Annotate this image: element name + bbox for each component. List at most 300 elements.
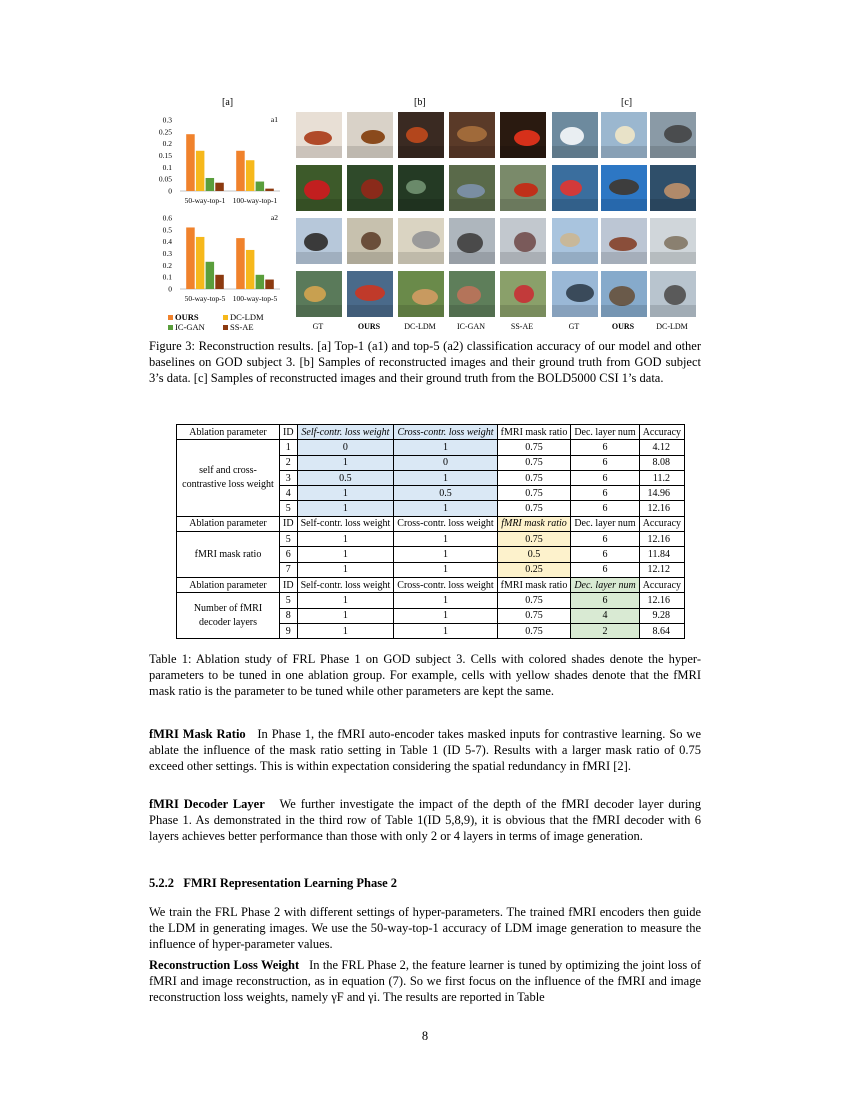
table-cell: 8.08: [639, 455, 684, 470]
table-row: [177, 593, 685, 608]
table-header-cell: Cross-contr. loss weight: [394, 425, 497, 440]
figure-caption: Figure 3: Reconstruction results. [a] Top-1 (a1) and top-5 (a2) classification accuracy of our model and other baselines on GOD subject 3. [b] Samples of reconstructed images and their ground truth from GOD subject 3’s data. [c] Samples of reconstructed images and their ground truth from the BOLD5000 CSI 1’s data.: [149, 339, 701, 385]
reconstruction-image: [601, 112, 647, 158]
image-subject: [566, 284, 594, 302]
table-header-row: [177, 425, 685, 440]
table-cell: 1: [394, 547, 497, 562]
image-svg: [650, 271, 696, 317]
reconstruction-image: [500, 112, 546, 158]
image-subject: [304, 131, 332, 145]
image-ground: [650, 199, 696, 211]
table-cell: 1: [297, 501, 394, 516]
image-ground: [500, 252, 546, 264]
bar-ssae: [265, 189, 274, 191]
image-subject: [304, 180, 330, 200]
image-ground: [552, 199, 598, 211]
bar-ssae: [215, 275, 224, 289]
paragraph-text: In the FRL Phase 2, the feature learner is tuned by optimizing the joint loss of fMRI and image reconstruction, as in equation (7). So we first focus on the influence of the fMRI and image reconstruction loss weights, namely γF and γi. The results are reported in Table: [149, 958, 701, 1004]
table-header-cell: Self-contr. loss weight: [297, 577, 394, 592]
image-svg: [296, 218, 342, 264]
table-cell: 1: [394, 532, 497, 547]
image-svg: [398, 271, 444, 317]
chart-a1: [152, 112, 282, 212]
section-heading: 5.2.2 FMRI Representation Learning Phase 2: [149, 876, 398, 890]
table-id-cell: 7: [280, 562, 298, 577]
image-subject: [361, 130, 385, 144]
image-subject: [361, 232, 381, 250]
table-cell: 2: [571, 623, 639, 638]
image-ground: [398, 305, 444, 317]
image-ground: [398, 199, 444, 211]
image-subject: [514, 183, 538, 197]
bar-ours: [236, 151, 245, 191]
table-cell: 0.25: [497, 562, 571, 577]
table-header-cell: fMRI mask ratio: [497, 577, 571, 592]
image-ground: [347, 252, 393, 264]
table-header-cell: Dec. layer num: [571, 425, 639, 440]
legend-swatch: [223, 315, 228, 320]
table-cell: 0: [394, 455, 497, 470]
bar-ours: [186, 134, 195, 191]
image-svg: [296, 165, 342, 211]
table-cell: 1: [297, 562, 394, 577]
table-header-cell: Dec. layer num: [571, 577, 639, 592]
image-ground: [552, 252, 598, 264]
reconstruction-image: [398, 165, 444, 211]
image-ground: [601, 305, 647, 317]
panel-label-c: [c]: [621, 97, 633, 108]
legend-item-ours: OURS: [168, 313, 223, 323]
chart-a2: [152, 210, 282, 310]
table-cell: 0.75: [497, 486, 571, 501]
image-svg: [347, 165, 393, 211]
image-subject: [560, 180, 582, 196]
col-caption-c-ours: OURS: [611, 322, 635, 331]
y-tick-label: 0.05: [158, 174, 172, 184]
bar-dcldm: [246, 250, 255, 289]
bar-ssae: [215, 183, 224, 191]
reconstruction-image: [296, 112, 342, 158]
reconstruction-image: [650, 271, 696, 317]
image-svg: [500, 271, 546, 317]
panel-tag: a2: [270, 213, 278, 222]
chart-a2-svg: [152, 210, 282, 310]
table-group-label: fMRI mask ratio: [177, 532, 280, 578]
table-cell: 0: [297, 440, 394, 455]
col-caption-c-dcldm: DC-LDM: [656, 322, 688, 331]
col-caption-b-icgan: IC-GAN: [457, 322, 485, 331]
table-cell: 12.12: [639, 562, 684, 577]
table-header-cell: Ablation parameter: [177, 577, 280, 592]
image-svg: [449, 218, 495, 264]
image-svg: [650, 112, 696, 158]
reconstruction-image: [650, 165, 696, 211]
bar-ours: [236, 238, 245, 289]
paragraph-phase2: We train the FRL Phase 2 with different settings of hyper-parameters. The trained fMRI encoders then guide the LDM in generating images. We use the 50-way-top-1 accuracy of LDM image generation to measure the influence of hyper-parameter values.: [149, 905, 701, 951]
table-header-cell: ID: [280, 516, 298, 531]
table-header-cell: ID: [280, 425, 298, 440]
image-subject: [560, 233, 580, 247]
table-cell: 1: [394, 470, 497, 485]
image-subject: [609, 179, 639, 195]
paragraph-text: In Phase 1, the fMRI auto-encoder takes masked inputs for contrastive learning. So we ablate the influence of the mask ratio setting in Table 1 (ID 5-7). Results with a larger mask ratio of 0.75 exceed other settings. This is within expectation considering the spatial redundancy in fMRI [2].: [149, 727, 701, 773]
table-cell: 0.75: [497, 470, 571, 485]
panel-tag: a1: [270, 115, 278, 124]
table-cell: 12.16: [639, 501, 684, 516]
table-cell: 0.75: [497, 501, 571, 516]
image-subject: [560, 127, 584, 145]
image-ground: [449, 199, 495, 211]
bar-dcldm: [196, 237, 205, 289]
table-cell: 1: [394, 440, 497, 455]
image-svg: [398, 112, 444, 158]
image-svg: [650, 165, 696, 211]
image-svg: [601, 165, 647, 211]
image-ground: [296, 252, 342, 264]
paragraph-heading: Reconstruction Loss Weight: [149, 958, 300, 972]
image-svg: [552, 271, 598, 317]
table-cell: 1: [394, 593, 497, 608]
image-svg: [500, 165, 546, 211]
table-group-label: self and cross-contrastive loss weight: [177, 440, 280, 516]
bar-ours: [186, 227, 195, 289]
image-ground: [500, 146, 546, 158]
image-ground: [601, 199, 647, 211]
y-tick-label: 0.2: [162, 260, 172, 270]
table-group-label: Number of fMRI decoder layers: [177, 593, 280, 639]
reconstruction-image: [398, 218, 444, 264]
table-header-cell: Cross-contr. loss weight: [394, 577, 497, 592]
reconstruction-image: [449, 271, 495, 317]
table-cell: 1: [297, 486, 394, 501]
image-ground: [650, 146, 696, 158]
image-ground: [500, 199, 546, 211]
y-tick-label: 0.3: [162, 115, 172, 125]
image-ground: [601, 146, 647, 158]
image-svg: [500, 112, 546, 158]
image-subject: [457, 184, 485, 198]
paragraph-recon-loss: [149, 958, 701, 1005]
bar-ssae: [265, 280, 274, 289]
reconstruction-image: [650, 218, 696, 264]
x-tick-label: 50-way-top-1: [184, 196, 226, 205]
reconstruction-image: [398, 112, 444, 158]
image-subject: [361, 179, 383, 199]
reconstruction-image: [500, 165, 546, 211]
image-svg: [552, 112, 598, 158]
image-ground: [552, 146, 598, 158]
table-cell: 1: [394, 562, 497, 577]
bar-icgan: [256, 275, 265, 289]
paragraph-heading: fMRI Mask Ratio: [149, 727, 246, 741]
reconstruction-image: [552, 218, 598, 264]
y-tick-label: 0.4: [162, 237, 172, 247]
image-svg: [347, 218, 393, 264]
image-subject: [304, 233, 328, 251]
table-cell: 1: [297, 623, 394, 638]
paragraph-heading: fMRI Decoder Layer: [149, 797, 265, 811]
reconstruction-image: [601, 218, 647, 264]
table-id-cell: 6: [280, 547, 298, 562]
y-tick-label: 0.1: [162, 272, 172, 282]
image-subject: [514, 130, 540, 146]
image-subject: [457, 286, 481, 304]
table-cell: 6: [571, 455, 639, 470]
image-subject: [664, 183, 690, 199]
image-ground: [449, 252, 495, 264]
chart-a1-svg: [152, 112, 282, 212]
reconstruction-image: [449, 165, 495, 211]
legend-swatch: [168, 325, 173, 330]
image-svg: [552, 218, 598, 264]
reconstruction-image: [296, 271, 342, 317]
table-cell: 1: [394, 608, 497, 623]
table-cell: 0.75: [497, 455, 571, 470]
reconstruction-image: [552, 271, 598, 317]
table-header-cell: Self-contr. loss weight: [297, 516, 394, 531]
col-caption-b-gt: GT: [312, 322, 324, 331]
image-subject: [412, 231, 440, 249]
image-svg: [296, 112, 342, 158]
reconstruction-image: [500, 218, 546, 264]
image-subject: [406, 180, 426, 194]
bar-icgan: [206, 262, 215, 289]
image-ground: [449, 305, 495, 317]
table-header-cell: Accuracy: [639, 577, 684, 592]
table-cell: 0.5: [394, 486, 497, 501]
col-caption-b-ours: OURS: [357, 322, 381, 331]
table-id-cell: 1: [280, 440, 298, 455]
table-cell: 1: [394, 501, 497, 516]
table-cell: 6: [571, 562, 639, 577]
panel-label-a: [a]: [222, 97, 234, 108]
table-header-cell: Dec. layer num: [571, 516, 639, 531]
chart-legend: [168, 313, 288, 332]
table-cell: 9.28: [639, 608, 684, 623]
image-svg: [347, 112, 393, 158]
col-caption-b-ssae: SS-AE: [510, 322, 534, 331]
reconstruction-image: [347, 218, 393, 264]
table-cell: 0.75: [497, 593, 571, 608]
panel-label-b: [b]: [414, 97, 426, 108]
table-cell: 11.84: [639, 547, 684, 562]
reconstruction-image: [650, 112, 696, 158]
table-cell: 6: [571, 532, 639, 547]
reconstruction-image: [398, 271, 444, 317]
image-ground: [347, 146, 393, 158]
image-ground: [398, 252, 444, 264]
table-cell: 8.64: [639, 623, 684, 638]
x-tick-label: 100-way-top-5: [232, 294, 278, 303]
image-svg: [601, 271, 647, 317]
y-tick-label: 0.15: [158, 151, 172, 160]
table-header-cell: Self-contr. loss weight: [297, 425, 394, 440]
table-cell: 0.75: [497, 440, 571, 455]
table-cell: 0.75: [497, 608, 571, 623]
image-ground: [296, 199, 342, 211]
table-cell: 1: [297, 547, 394, 562]
image-ground: [601, 252, 647, 264]
table-cell: 1: [297, 455, 394, 470]
y-tick-label: 0.6: [162, 213, 172, 223]
image-svg: [650, 218, 696, 264]
image-subject: [412, 289, 438, 305]
table-header-cell: Cross-contr. loss weight: [394, 516, 497, 531]
table-cell: 4.12: [639, 440, 684, 455]
image-svg: [347, 271, 393, 317]
table-header-cell: Accuracy: [639, 516, 684, 531]
reconstruction-image: [347, 112, 393, 158]
x-tick-label: 50-way-top-5: [184, 294, 226, 303]
image-subject: [609, 286, 635, 306]
y-tick-label: 0.2: [162, 139, 172, 149]
bar-icgan: [256, 182, 265, 191]
image-subject: [664, 285, 686, 305]
table-cell: 14.96: [639, 486, 684, 501]
reconstruction-image: [347, 165, 393, 211]
legend-swatch: [168, 315, 173, 320]
table-header-row: [177, 577, 685, 592]
page-number: 8: [421, 1029, 429, 1043]
table-cell: 6: [571, 501, 639, 516]
image-svg: [552, 165, 598, 211]
table-id-cell: 5: [280, 501, 298, 516]
col-caption-b-dcldm: DC-LDM: [404, 322, 436, 331]
table-id-cell: 2: [280, 455, 298, 470]
image-ground: [552, 305, 598, 317]
reconstruction-image: [449, 112, 495, 158]
paragraph-mask-ratio: [149, 727, 701, 774]
legend-item-ssae: SS-AE: [223, 323, 278, 333]
table-cell: 0.5: [297, 470, 394, 485]
reconstruction-image: [449, 218, 495, 264]
legend-swatch: [223, 325, 228, 330]
table-header-cell: fMRI mask ratio: [497, 516, 571, 531]
table-cell: 1: [297, 532, 394, 547]
image-svg: [398, 218, 444, 264]
image-svg: [398, 165, 444, 211]
legend-item-icgan: IC-GAN: [168, 323, 223, 333]
table-header-cell: Accuracy: [639, 425, 684, 440]
reconstruction-image: [552, 112, 598, 158]
image-ground: [500, 305, 546, 317]
image-svg: [449, 165, 495, 211]
y-tick-label: 0: [168, 186, 172, 196]
table-cell: 1: [297, 593, 394, 608]
table-cell: 11.2: [639, 470, 684, 485]
table-cell: 6: [571, 486, 639, 501]
bar-icgan: [206, 178, 215, 191]
table-cell: 0.5: [497, 547, 571, 562]
table-cell: 0.75: [497, 623, 571, 638]
image-svg: [449, 112, 495, 158]
image-ground: [650, 305, 696, 317]
table-id-cell: 3: [280, 470, 298, 485]
paragraph-text: We further investigate the impact of the depth of the fMRI decoder layer during Phase 1. As demonstrated in the third row of Table 1(ID 5,8,9), it is obvious that the fMRI decoder with 6 layers achieves better performance than those with only 2 or 4 layers in terms of image generation.: [149, 797, 701, 843]
image-subject: [457, 126, 487, 142]
table-id-cell: 5: [280, 593, 298, 608]
y-tick-label: 0: [168, 284, 172, 294]
y-tick-label: 0.25: [158, 127, 172, 137]
bar-dcldm: [196, 151, 205, 191]
table-cell: 12.16: [639, 593, 684, 608]
table-id-cell: 5: [280, 532, 298, 547]
image-subject: [457, 233, 483, 253]
image-ground: [296, 305, 342, 317]
table-row: [177, 440, 685, 455]
image-subject: [514, 232, 536, 252]
table-header-cell: ID: [280, 577, 298, 592]
table-cell: 12.16: [639, 532, 684, 547]
reconstruction-image: [601, 271, 647, 317]
reconstruction-image: [347, 271, 393, 317]
y-tick-label: 0.5: [162, 225, 172, 235]
table-header-cell: fMRI mask ratio: [497, 425, 571, 440]
image-ground: [296, 146, 342, 158]
image-ground: [398, 146, 444, 158]
bar-dcldm: [246, 160, 255, 191]
image-subject: [609, 237, 637, 251]
table-cell: 1: [394, 623, 497, 638]
ablation-table-body: [177, 425, 685, 639]
y-tick-label: 0.3: [162, 249, 172, 258]
table-cell: 6: [571, 440, 639, 455]
image-ground: [347, 199, 393, 211]
x-tick-label: 100-way-top-1: [232, 196, 278, 205]
table-cell: 1: [297, 608, 394, 623]
reconstruction-image: [296, 218, 342, 264]
image-subject: [664, 125, 692, 143]
image-svg: [601, 218, 647, 264]
image-subject: [615, 126, 635, 144]
reconstruction-image: [601, 165, 647, 211]
table-caption: Table 1: Ablation study of FRL Phase 1 on GOD subject 3. Cells with colored shades denote the hyper-parameters to be tuned in one ablation group. For example, cells with yellow shades denote that the fMRI mask ratio is the parameter to be tuned while other parameters are kept the same.: [149, 652, 701, 698]
legend-item-dcldm: DC-LDM: [223, 313, 278, 323]
reconstruction-image: [552, 165, 598, 211]
table-id-cell: 4: [280, 486, 298, 501]
table-cell: 4: [571, 608, 639, 623]
table-header-cell: Ablation parameter: [177, 516, 280, 531]
image-svg: [296, 271, 342, 317]
table-cell: 6: [571, 547, 639, 562]
table-header-cell: Ablation parameter: [177, 425, 280, 440]
image-subject: [355, 285, 385, 301]
image-subject: [664, 236, 688, 250]
image-ground: [650, 252, 696, 264]
y-tick-label: 0.1: [162, 162, 172, 172]
table-id-cell: 8: [280, 608, 298, 623]
table-id-cell: 9: [280, 623, 298, 638]
reconstruction-image: [296, 165, 342, 211]
image-svg: [601, 112, 647, 158]
image-ground: [449, 146, 495, 158]
image-subject: [514, 285, 534, 303]
ablation-table: [176, 424, 685, 639]
image-ground: [347, 305, 393, 317]
image-subject: [406, 127, 428, 143]
reconstruction-image: [500, 271, 546, 317]
table-cell: 0.75: [497, 532, 571, 547]
paragraph-decoder-layer: [149, 797, 701, 844]
image-subject: [304, 286, 326, 302]
col-caption-c-gt: GT: [568, 322, 580, 331]
table-cell: 6: [571, 593, 639, 608]
image-svg: [449, 271, 495, 317]
image-svg: [500, 218, 546, 264]
table-row: [177, 532, 685, 547]
table-cell: 6: [571, 470, 639, 485]
table-header-row: [177, 516, 685, 531]
